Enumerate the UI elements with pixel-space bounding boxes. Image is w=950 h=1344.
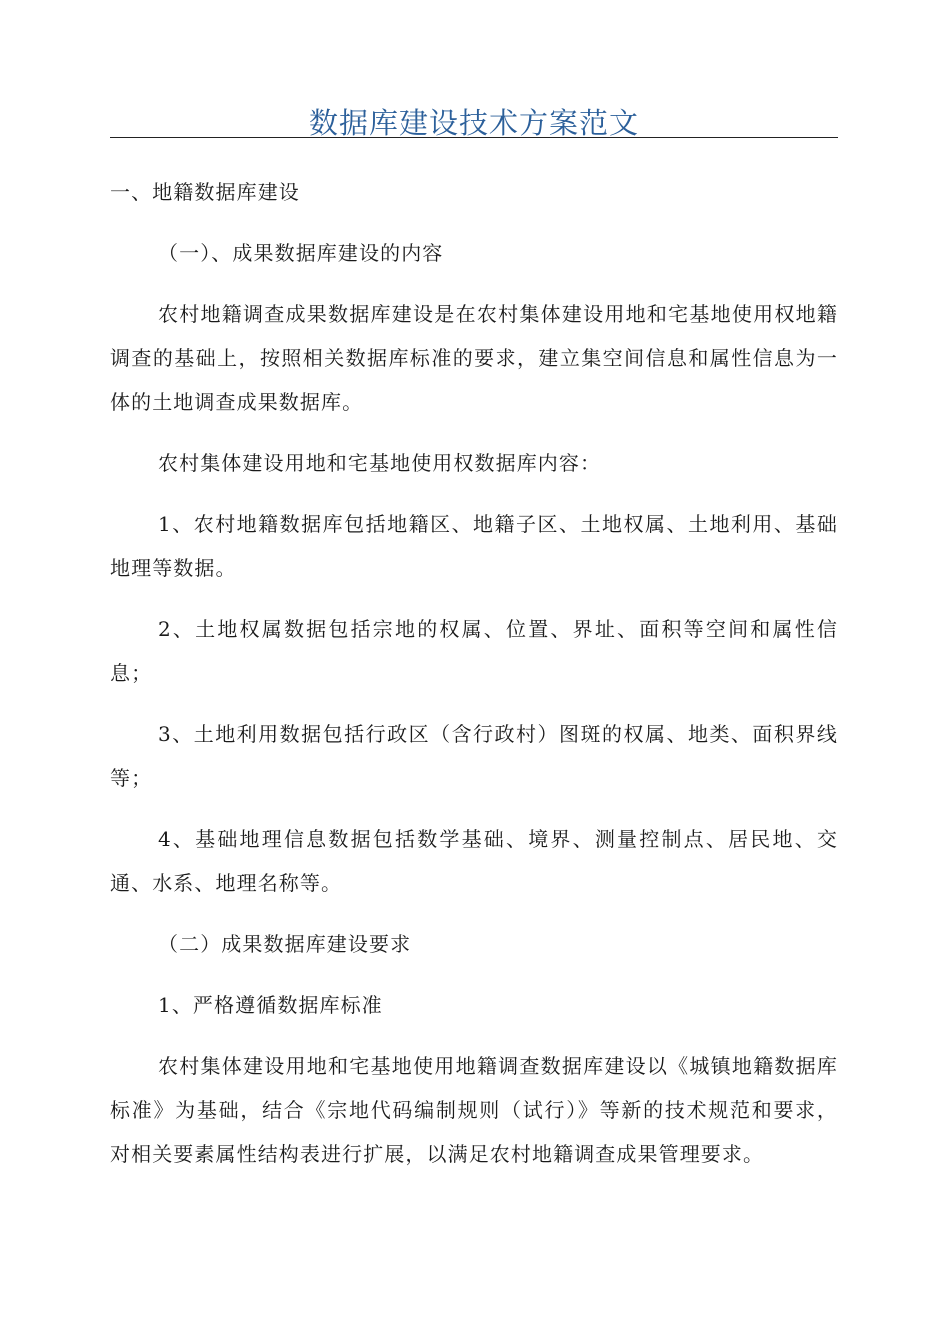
requirement-heading-1: 1、严格遵循数据库标准 [158,993,383,1017]
list-item-3: 3、土地利用数据包括行政区（含行政村）图斑的权属、地类、面积界线等； [110,722,838,790]
body-paragraph: 农村地籍调查成果数据库建设是在农村集体建设用地和宅基地使用权地籍调查的基础上，按照相关数据库标准的要求，建立集空间信息和属性信息为一体的土地调查成果数据库。 [110,302,838,414]
document-body [110,170,838,1193]
body-paragraph: 农村集体建设用地和宅基地使用地籍调查数据库建设以《城镇地籍数据库标准》为基础，结合《宗地代码编制规则（试行）》等新的技术规范和要求，对相关要素属性结构表进行扩展，以满足农村地籍调查成果管理要求。 [110,1054,838,1166]
subsection-heading-2: （二）成果数据库建设要求 [158,932,412,956]
list-item-1: 1、农村地籍数据库包括地籍区、地籍子区、土地权属、土地利用、基础地理等数据。 [110,512,838,580]
list-item-4: 4、基础地理信息数据包括数学基础、境界、测量控制点、居民地、交通、水系、地理名称等。 [110,827,838,895]
section-heading-1: 一、地籍数据库建设 [110,180,300,204]
list-item-2: 2、土地权属数据包括宗地的权属、位置、界址、面积等空间和属性信息； [110,617,838,685]
document-title: 数据库建设技术方案范文 [308,106,639,140]
body-paragraph: 农村集体建设用地和宅基地使用权数据库内容： [158,451,602,475]
subsection-heading-1: （一）、成果数据库建设的内容 [158,241,444,265]
title-underline [110,137,838,138]
